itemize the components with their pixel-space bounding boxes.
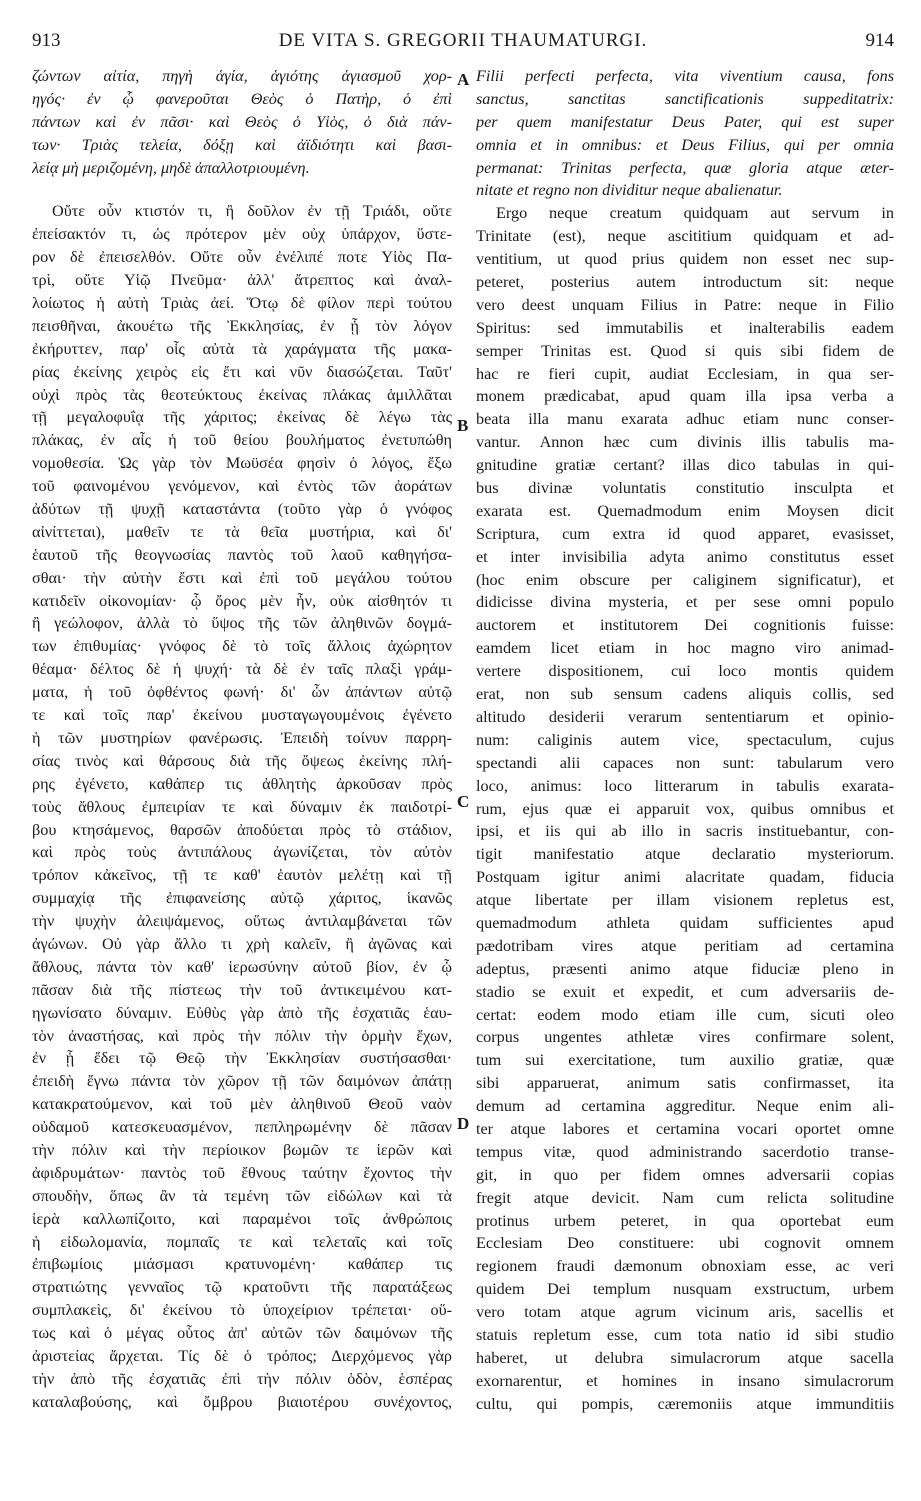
greek-intro-line: ζώντων αἰτία, πηγὴ ἁγία, ἁγιότης ἁγιασμοῦ χορ- <box>32 67 452 85</box>
latin-text-line: didicisse divina mysteria, et per sese omni populo <box>476 593 894 612</box>
greek-text-line: καταλαβούσης, καὶ ὄμβρου βιαιοτέρου συνέχοντος, <box>32 1392 452 1411</box>
latin-text-line: pædotribam vires atque peritiam ad certamina <box>476 936 894 955</box>
latin-text-line: ter atque labores et certamina vocari oportet omne <box>476 1119 894 1138</box>
latin-text-line: beata illa manu exarata adhuc etiam nunc conser- <box>476 410 894 429</box>
running-header <box>32 30 894 54</box>
latin-text-line: monem prædicabat, apud quam illa ipsa verba a <box>476 387 894 406</box>
latin-text-line: exarata est. Quemadmodum enim Moysen dicit <box>476 501 894 520</box>
greek-text-line: ἑαυτοῦ τῆς θεογνωσίας παντὸς τοῦ λαοῦ καθηγήσα- <box>32 545 452 564</box>
latin-text-line: exornarentur, et homines in insano simulacrorum <box>476 1371 894 1390</box>
latin-text-line: ipsi, et iis qui ab illo in sacris instituebantur, con- <box>476 822 894 841</box>
greek-text-line: ηγωνίσατο δύναμιν. Εὐθὺς γὰρ ἀπὸ τῆς ἐσχατιᾶς ἑαυ- <box>32 1003 452 1022</box>
latin-text-line: corpus ungentes athletæ vires confirmare solent, <box>476 1028 894 1047</box>
greek-text-line: σθαι· τὴν αὐτὴν ἔστι καὶ ἐπὶ τοῦ μεγάλου τούτου <box>32 568 452 587</box>
greek-text-line: ἱερὰ καλλωπίζοιτο, καὶ παραμένοι τοῖς ἀνθρώποις <box>32 1209 452 1228</box>
latin-text-line: Scriptura, cum extra id quod apparet, evasisset, <box>476 524 894 543</box>
latin-text-line: quemadmodum athleta quidam sufficientes apud <box>476 913 894 932</box>
greek-text-line: ἀγώνων. Οὐ γὰρ ἄλλο τι χρὴ καλεῖν, ἢ ἀγῶνας καὶ <box>32 934 452 953</box>
section-marker-c: C <box>457 792 470 811</box>
greek-text-line: Οὔτε οὖν κτιστόν τι, ἢ δοῦλον ἐν τῇ Τριάδι, οὔτε <box>52 202 452 221</box>
greek-intro-line: λείᾳ μὴ μεριζομένη, μηδὲ ἀπαλλοτριουμένη. <box>32 158 310 177</box>
latin-text-line: bus divinæ voluntatis constitutio insculpta et <box>476 479 894 498</box>
greek-text-line: αἰνίττεται), μαθεῖν τε τὰ θεῖα μυστήρια, καὶ δι' <box>32 522 452 541</box>
latin-text-line: sibi apparuerat, animum satis confirmasset, ita <box>476 1074 894 1093</box>
greek-intro-line: ηγός· ἐν ᾧ φανεροῦται Θεὸς ὁ Πατὴρ, ὁ ἐπὶ <box>32 89 452 108</box>
running-title: DE VITA S. GREGORII THAUMATURGI. <box>278 30 648 51</box>
greek-text-line: ρης ἐγένετο, καθάπερ τις ἀθλητὴς ἀρκοῦσαν πρὸς <box>32 774 452 793</box>
greek-text-line: σίας τινὸς καὶ θάρσους διὰ τῆς ὄψεως ἐκείνης πλή- <box>32 751 452 770</box>
latin-text-line: num: caliginis autem vice, spectaculum, cujus <box>476 730 894 749</box>
greek-text-line: τως καὶ ὁ μέγας οὗτος ἀπ' αὐτῶν τῶν δαιμόνων τῆς <box>32 1324 452 1343</box>
latin-text-line: git, in quo per fidem omnes adversarii copias <box>476 1165 894 1184</box>
greek-intro-line: πάντων καὶ ἐν πᾶσι· καὶ Θεὸς ὁ Υἱὸς, ὁ διὰ πάν- <box>32 112 452 131</box>
latin-text-line: adeptus, præsenti animo atque fiduciæ pleno in <box>476 959 894 978</box>
latin-text-line: gnitudine gratiæ certant? illas dico tabulas in qui- <box>476 456 894 475</box>
greek-text-line: τὴν ψυχὴν ἀλειψάμενος, οὕτως ἀντιλαμβάνεται τῶν <box>32 912 452 931</box>
latin-text-line: altitudo desiderii verarum sententiarum et opinio- <box>476 707 894 726</box>
greek-text-line: ἐν ᾗ ἔδει τῷ Θεῷ τὴν Ἐκκλησίαν συστήσασθαι· <box>32 1049 452 1068</box>
greek-intro-line: των· Τριὰς τελεία, δόξῃ καὶ ἀϊδιότητι καὶ βασι- <box>32 135 452 154</box>
latin-text-line: demum ad certamina aggreditur. Neque enim ali- <box>476 1097 894 1116</box>
latin-text-line: eamdem licet etiam in hoc magno viro animad- <box>476 639 894 658</box>
paragraph-gap <box>32 179 452 200</box>
latin-text-line: stadio se exuit et expedit, et cum adversariis de- <box>476 982 894 1001</box>
section-marker-a: A <box>457 70 470 89</box>
latin-text-line: vero totam atque agrum vicinum aris, sacellis et <box>476 1303 894 1322</box>
latin-text-line: spectandi alii capaces non sunt: tabularum vero <box>476 753 894 772</box>
page-number-right: 914 <box>865 30 894 51</box>
greek-text-line: ματα, ἡ τοῦ ὀφθέντος φωνή· δι' ὧν ἁπάντων αὐτῷ <box>32 683 452 702</box>
greek-text-line: ἄθλους, πάντα τὸν καθ' ἱερωσύνην αὐτοῦ βίον, ἐν ᾧ <box>32 957 452 976</box>
latin-text-line: vero deest unquam Filius in Patre: neque in Filio <box>476 295 894 314</box>
greek-text-line: τρὶ, οὔτε Υἱῷ Πνεῦμα· ἀλλ' ἄτρεπτος καὶ ἀναλ- <box>32 271 452 290</box>
greek-text-line: στρατιώτης γενναῖος τῷ κρατοῦντι τῆς παρατάξεως <box>32 1278 452 1297</box>
greek-text-line: οὐχὶ πρὸς τὰς θεοτεύκτους ἐκείνας πλάκας ἁμιλλᾶται <box>32 385 452 404</box>
greek-text-line: κατιδεῖν οἰκονομίαν· ᾧ ὄρος μὲν ἦν, οὐκ αἰσθητόν τι <box>32 591 452 610</box>
greek-text-line: ρίας ἐκείνης χειρὸς εἰς ἔτι καὶ νῦν διασώζεται. Ταῦτ' <box>32 362 452 381</box>
latin-text-line: rum, ejus quæ ei apparuit vox, quibus omnibus et <box>476 799 894 818</box>
greek-text-line: κατακρατούμενον, καὶ τοῦ μὲν ἀληθινοῦ Θεοῦ ναὸν <box>32 1095 452 1114</box>
latin-text-line: Ergo neque creatum quidquam aut servum in <box>496 204 894 223</box>
greek-text-line: ἢ γεώλοφον, ἀλλὰ τὸ ὕψος τῆς τῶν ἀληθινῶν δογμά- <box>32 614 452 633</box>
greek-text-line: ἐπιβωμίοις μιάσμασι κρατυνομένη· καθάπερ τις <box>32 1255 452 1274</box>
latin-text-line: auctorem et institutorem Dei cognitionis fuisse: <box>476 616 894 635</box>
latin-intro-line: nitate et regno non dividitur neque abalienatur. <box>476 181 783 200</box>
greek-text-line: πεισθῆναι, ἀκουέτω τῆς Ἐκκλησίας, ἐν ᾗ τὸν λόγον <box>32 316 452 335</box>
latin-text-line: et inter invisibilia adyta animo constitutus esset <box>476 547 894 566</box>
greek-text-line: ἡ εἰδωλομανία, πομπαῖς τε καὶ τελεταῖς καὶ τοῖς <box>32 1232 452 1251</box>
latin-text-line: certat: eodem modo etiam ille cum, sicuti oleo <box>476 1005 894 1024</box>
greek-text-line: ἐπειδὴ ἔγνω πάντα τὸν χῶρον τῇ τῶν δαιμόνων ἀπάτῃ <box>32 1072 452 1091</box>
latin-text-line: hac re fieri cupit, audiat Ecclesiam, in qua ser- <box>476 364 894 383</box>
latin-text-line: haberet, ut delubra simulacrorum atque sacella <box>476 1348 894 1367</box>
greek-text-line: τὴν πόλιν καὶ τὴν περίοικον βωμῶν τε ἱερῶν καὶ <box>32 1140 452 1159</box>
latin-intro-line: sanctus, sanctitas sanctificationis suppeditatrix: <box>476 89 894 108</box>
latin-text-line: Spiritus: sed immutabilis et inalterabilis eadem <box>476 318 894 337</box>
latin-text-line: Ecclesiam Deo constituere: ubi cognovit omnem <box>476 1234 894 1253</box>
latin-text-line: (hoc enim obscure per caliginem significatur), et <box>476 570 894 589</box>
section-marker-d: D <box>457 1114 470 1133</box>
greek-text-line: τῇ μεγαλοφυΐᾳ τῆς χάριτος; ἐκείνας δὲ λέγω τὰς <box>32 408 452 427</box>
latin-text-line: loco, animus: loco litterarum in tabulis exarata- <box>476 776 894 795</box>
latin-text-line: quidem Dei templum nusquam exstructum, urbem <box>476 1280 894 1299</box>
latin-text-line: erat, non sub sensum cadens aliquis collis, sed <box>476 685 894 704</box>
page-number-left: 913 <box>32 30 61 51</box>
latin-text-line: atque libertate per illam visionem repletus est, <box>476 891 894 910</box>
latin-text-line: statuis repletum esse, cum tota natio id sibi studio <box>476 1325 894 1344</box>
latin-text-line: peteret, posterius autem introductum sit: neque <box>476 273 894 292</box>
greek-column <box>32 65 452 1414</box>
greek-text-line: τοὺς ἄθλους ἐμπειρίαν τε καὶ δύναμιν ἐκ παιδοτρί- <box>32 797 452 816</box>
greek-text-line: τοῦ φαινομένου γενόμενον, καὶ ἐντὸς τῶν ἀοράτων <box>32 477 452 496</box>
greek-text-line: σπουδὴν, ὅπως ἂν τὰ τεμένη τῶν εἰδώλων καὶ τὰ <box>32 1186 452 1205</box>
greek-text-line: ἀδύτων τῇ ψυχῇ καταστάντα (τοῦτο γὰρ ὁ γνόφος <box>32 500 452 519</box>
greek-text-line: συμπλακεὶς, δι' ἐκείνου τὸ ὑποχείριον τρέπεται· οὕ- <box>32 1301 452 1320</box>
greek-text-line: των ἐπιθυμίας· γνόφος δὲ τὸ τοῖς ἄλλοις ἀχώρητον <box>32 637 452 656</box>
latin-text-line: tum sui exercitatione, tum auxilio gratiæ, quæ <box>476 1051 894 1070</box>
latin-intro-line: permanat: Trinitas perfecta, quæ gloria atque æter- <box>476 158 894 177</box>
greek-text-line: λοίωτος ἡ αὐτὴ Τριὰς ἀεί. Ὅτῳ δὲ φίλον περὶ τούτου <box>32 294 452 313</box>
latin-text-line: cultu, qui pompis, cæremoniis atque immunditiis <box>476 1394 894 1413</box>
greek-text-line: ἀριστείας ἄρχεται. Τίς δὲ ὁ τρόπος; Διερχόμενος γὰρ <box>32 1346 452 1365</box>
greek-text-line: τὴν ἀπὸ τῆς ἐσχατιᾶς ἐπὶ τὴν πόλιν ὁδὸν, ἑσπέρας <box>32 1369 452 1388</box>
section-marker-b: B <box>457 416 469 435</box>
latin-text-line: fregit atque devicit. Nam cum relicta solitudine <box>476 1188 894 1207</box>
latin-text-line: regionem fraudi dæmonum obnoxiam esse, ac veri <box>476 1257 894 1276</box>
greek-text-line: ἐπείσακτόν τι, ὡς πρότερον μὲν οὐχ ὑπάρχον, ὕστε- <box>32 225 452 244</box>
greek-text-line: ἀφιδρυμάτων· παντὸς τοῦ ἔθνους ταύτην ἔχοντος τὴν <box>32 1163 452 1182</box>
latin-intro-line: omnia et in omnibus: et Deus Filius, qui per omnia <box>476 135 894 154</box>
latin-text-line: vertere dispositionem, cui loco montis quidem <box>476 662 894 681</box>
latin-text-line: Postquam igitur animi alacritate quadam, fiducia <box>476 868 894 887</box>
greek-text-line: τρόπον κἀκεῖνος, τῇ τε καθ' ἑαυτὸν μελέτῃ καὶ τῇ <box>32 866 452 885</box>
greek-text-line: πᾶσαν διὰ τῆς πίστεως τὴν τοῦ ἀντικειμένου κατ- <box>32 980 452 999</box>
latin-column <box>476 65 894 1416</box>
greek-text-line: ἡ τῶν μυστηρίων φανέρωσις. Ἐπειδὴ τοίνυν παρρη- <box>32 728 452 747</box>
greek-text-line: πλάκας, ἐν αἷς ἡ τοῦ θείου βουλήματος ἐνετυπώθη <box>32 431 452 450</box>
latin-text-line: ventitium, ut quod prius quidem non esset nec sup- <box>476 250 894 269</box>
latin-intro-line: Filii perfecti perfecta, vita viventium causa, fons <box>476 67 894 85</box>
greek-text-line: βου κτησάμενος, θαρσῶν ἀποδύεται πρὸς τὸ στάδιον, <box>32 820 452 839</box>
latin-text-line: tempus vitæ, quod administrando sacerdotio transe- <box>476 1142 894 1161</box>
greek-text-line: ρον δὲ ἐπεισελθόν. Οὔτε οὖν ἐνέλιπέ ποτε Υἱὸς Πα- <box>32 248 452 267</box>
greek-text-line: ἐκήρυττεν, παρ' οἷς αὐτὰ τὰ χαράγματα τῆς μακα- <box>32 339 452 358</box>
greek-text-line: νομοθεσία. Ὡς γὰρ τὸν Μωϋσέα φησὶν ὁ λόγος, ἔξω <box>32 454 452 473</box>
latin-text-line: vantur. Annon hæc cum divinis illis tabulis ma- <box>476 433 894 452</box>
greek-text-line: θέαμα· δέλτος δὲ ἡ ψυχή· τὰ δὲ ἐν ταῖς πλαξὶ γράμ- <box>32 660 452 679</box>
latin-text-line: tigit manifestatio atque declaratio mysteriorum. <box>476 845 894 864</box>
greek-text-line: καὶ πρὸς τοὺς ἀντιπάλους ἀγωνίζεται, τὸν αὐτὸν <box>32 843 452 862</box>
latin-intro-line: per quem manifestatur Deus Pater, qui est super <box>476 112 894 131</box>
latin-text-line: protinus urbem peteret, in qua oportebat eum <box>476 1211 894 1230</box>
greek-text-line: τὸν ἀναστήσας, καὶ πρὸς τὴν πόλιν τὴν ὁρμὴν ἔχων, <box>32 1026 452 1045</box>
greek-text-line: συμμαχίᾳ τῆς ἐπιφανείσης αὐτῷ χάριτος, ἱκανῶς <box>32 889 452 908</box>
latin-text-line: Trinitate (est), neque ascititium quidquam et ad- <box>476 227 894 246</box>
latin-text-line: semper Trinitas est. Quod si quis sibi fidem de <box>476 341 894 360</box>
greek-text-line: οὐδαμοῦ κατεσκευασμένον, πεπληρωμένην δὲ πᾶσαν <box>32 1118 452 1137</box>
greek-text-line: τε καὶ τοῖς παρ' ἐκείνου μυσταγωγουμένοις ἐγένετο <box>32 706 452 725</box>
